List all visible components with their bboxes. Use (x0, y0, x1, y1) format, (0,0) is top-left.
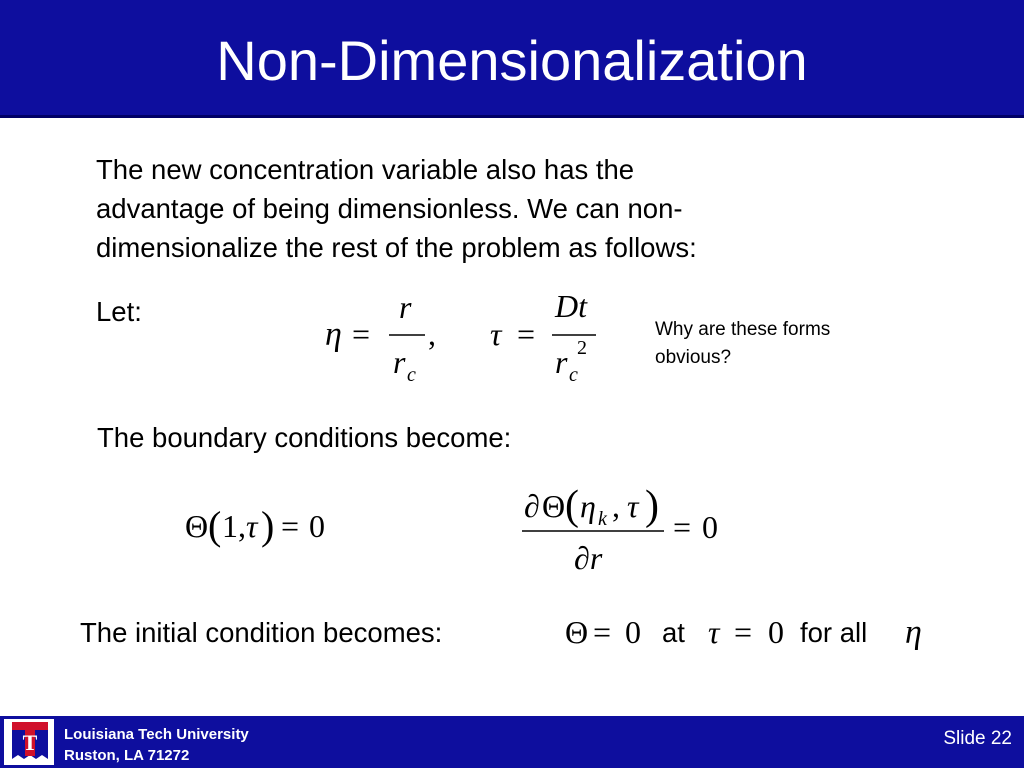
tau-definition (485, 285, 615, 385)
eta-definition (320, 285, 450, 385)
svg-text:1,: 1, (222, 508, 246, 544)
svg-text:Θ: Θ (565, 614, 589, 650)
svg-text:k: k (598, 508, 607, 530)
footer-university: Louisiana Tech University (64, 726, 249, 743)
paragraph-line: advantage of being dimensionless. We can non- (96, 193, 683, 224)
svg-text:,: , (428, 316, 436, 352)
svg-text:τ: τ (246, 508, 258, 544)
svg-text:c: c (407, 364, 416, 386)
paragraph-line: The new concentration variable also has the (96, 154, 635, 185)
university-logo (4, 719, 54, 765)
note-line: Why are these forms (655, 319, 831, 340)
svg-text:0: 0 (702, 509, 718, 545)
initial-at: at (662, 617, 685, 648)
boundary-label: The boundary conditions become: (97, 422, 512, 453)
svg-text:=: = (673, 509, 692, 545)
initial-condition-label: The initial condition becomes: (80, 617, 443, 648)
initial-for-all: for all (800, 617, 868, 648)
svg-text:=: = (352, 316, 371, 352)
svg-text:η: η (580, 488, 596, 524)
svg-text:0: 0 (309, 508, 325, 544)
svg-text:T: T (22, 730, 38, 755)
svg-text:Θ: Θ (542, 488, 566, 524)
svg-text:r: r (555, 344, 568, 380)
initial-eta (905, 612, 935, 652)
svg-text:τ: τ (627, 488, 639, 524)
note-line: obvious? (655, 347, 732, 368)
paragraph-line: dimensionalize the rest of the problem as follows: (96, 232, 697, 263)
svg-text:Dt: Dt (555, 288, 587, 324)
svg-text:=: = (517, 316, 536, 352)
footer-address: Ruston, LA 71272 (64, 747, 190, 764)
initial-theta (565, 612, 660, 652)
boundary-condition-2 (520, 480, 740, 580)
svg-text:0: 0 (768, 614, 784, 650)
svg-text:τ: τ (490, 316, 502, 352)
slide-title: Non-Dimensionalization (216, 29, 808, 92)
svg-text:): ) (645, 483, 659, 529)
initial-tau (708, 612, 798, 652)
svg-text:∂r: ∂r (574, 540, 603, 576)
intro-paragraph (96, 150, 856, 267)
svg-text:=: = (593, 614, 612, 650)
louisiana-t-icon (4, 719, 54, 765)
svg-text:η: η (905, 614, 922, 651)
svg-text:r: r (399, 289, 412, 325)
slide-number: Slide 22 (943, 728, 1012, 749)
svg-text:τ: τ (708, 614, 720, 650)
svg-text:(: ( (565, 483, 579, 529)
svg-text:c: c (569, 364, 578, 386)
svg-text:2: 2 (577, 337, 587, 359)
svg-text:=: = (281, 508, 300, 544)
svg-text:(: ( (208, 503, 222, 548)
svg-text:0: 0 (625, 614, 641, 650)
svg-text:r: r (393, 344, 406, 380)
svg-text:,: , (612, 488, 620, 524)
svg-text:η: η (325, 316, 342, 353)
let-label: Let: (96, 296, 142, 327)
svg-text:Θ: Θ (185, 508, 209, 544)
svg-text:): ) (261, 503, 275, 548)
svg-text:=: = (734, 614, 753, 650)
svg-text:∂: ∂ (524, 488, 540, 524)
side-note (655, 316, 830, 372)
boundary-condition-1 (185, 500, 355, 550)
